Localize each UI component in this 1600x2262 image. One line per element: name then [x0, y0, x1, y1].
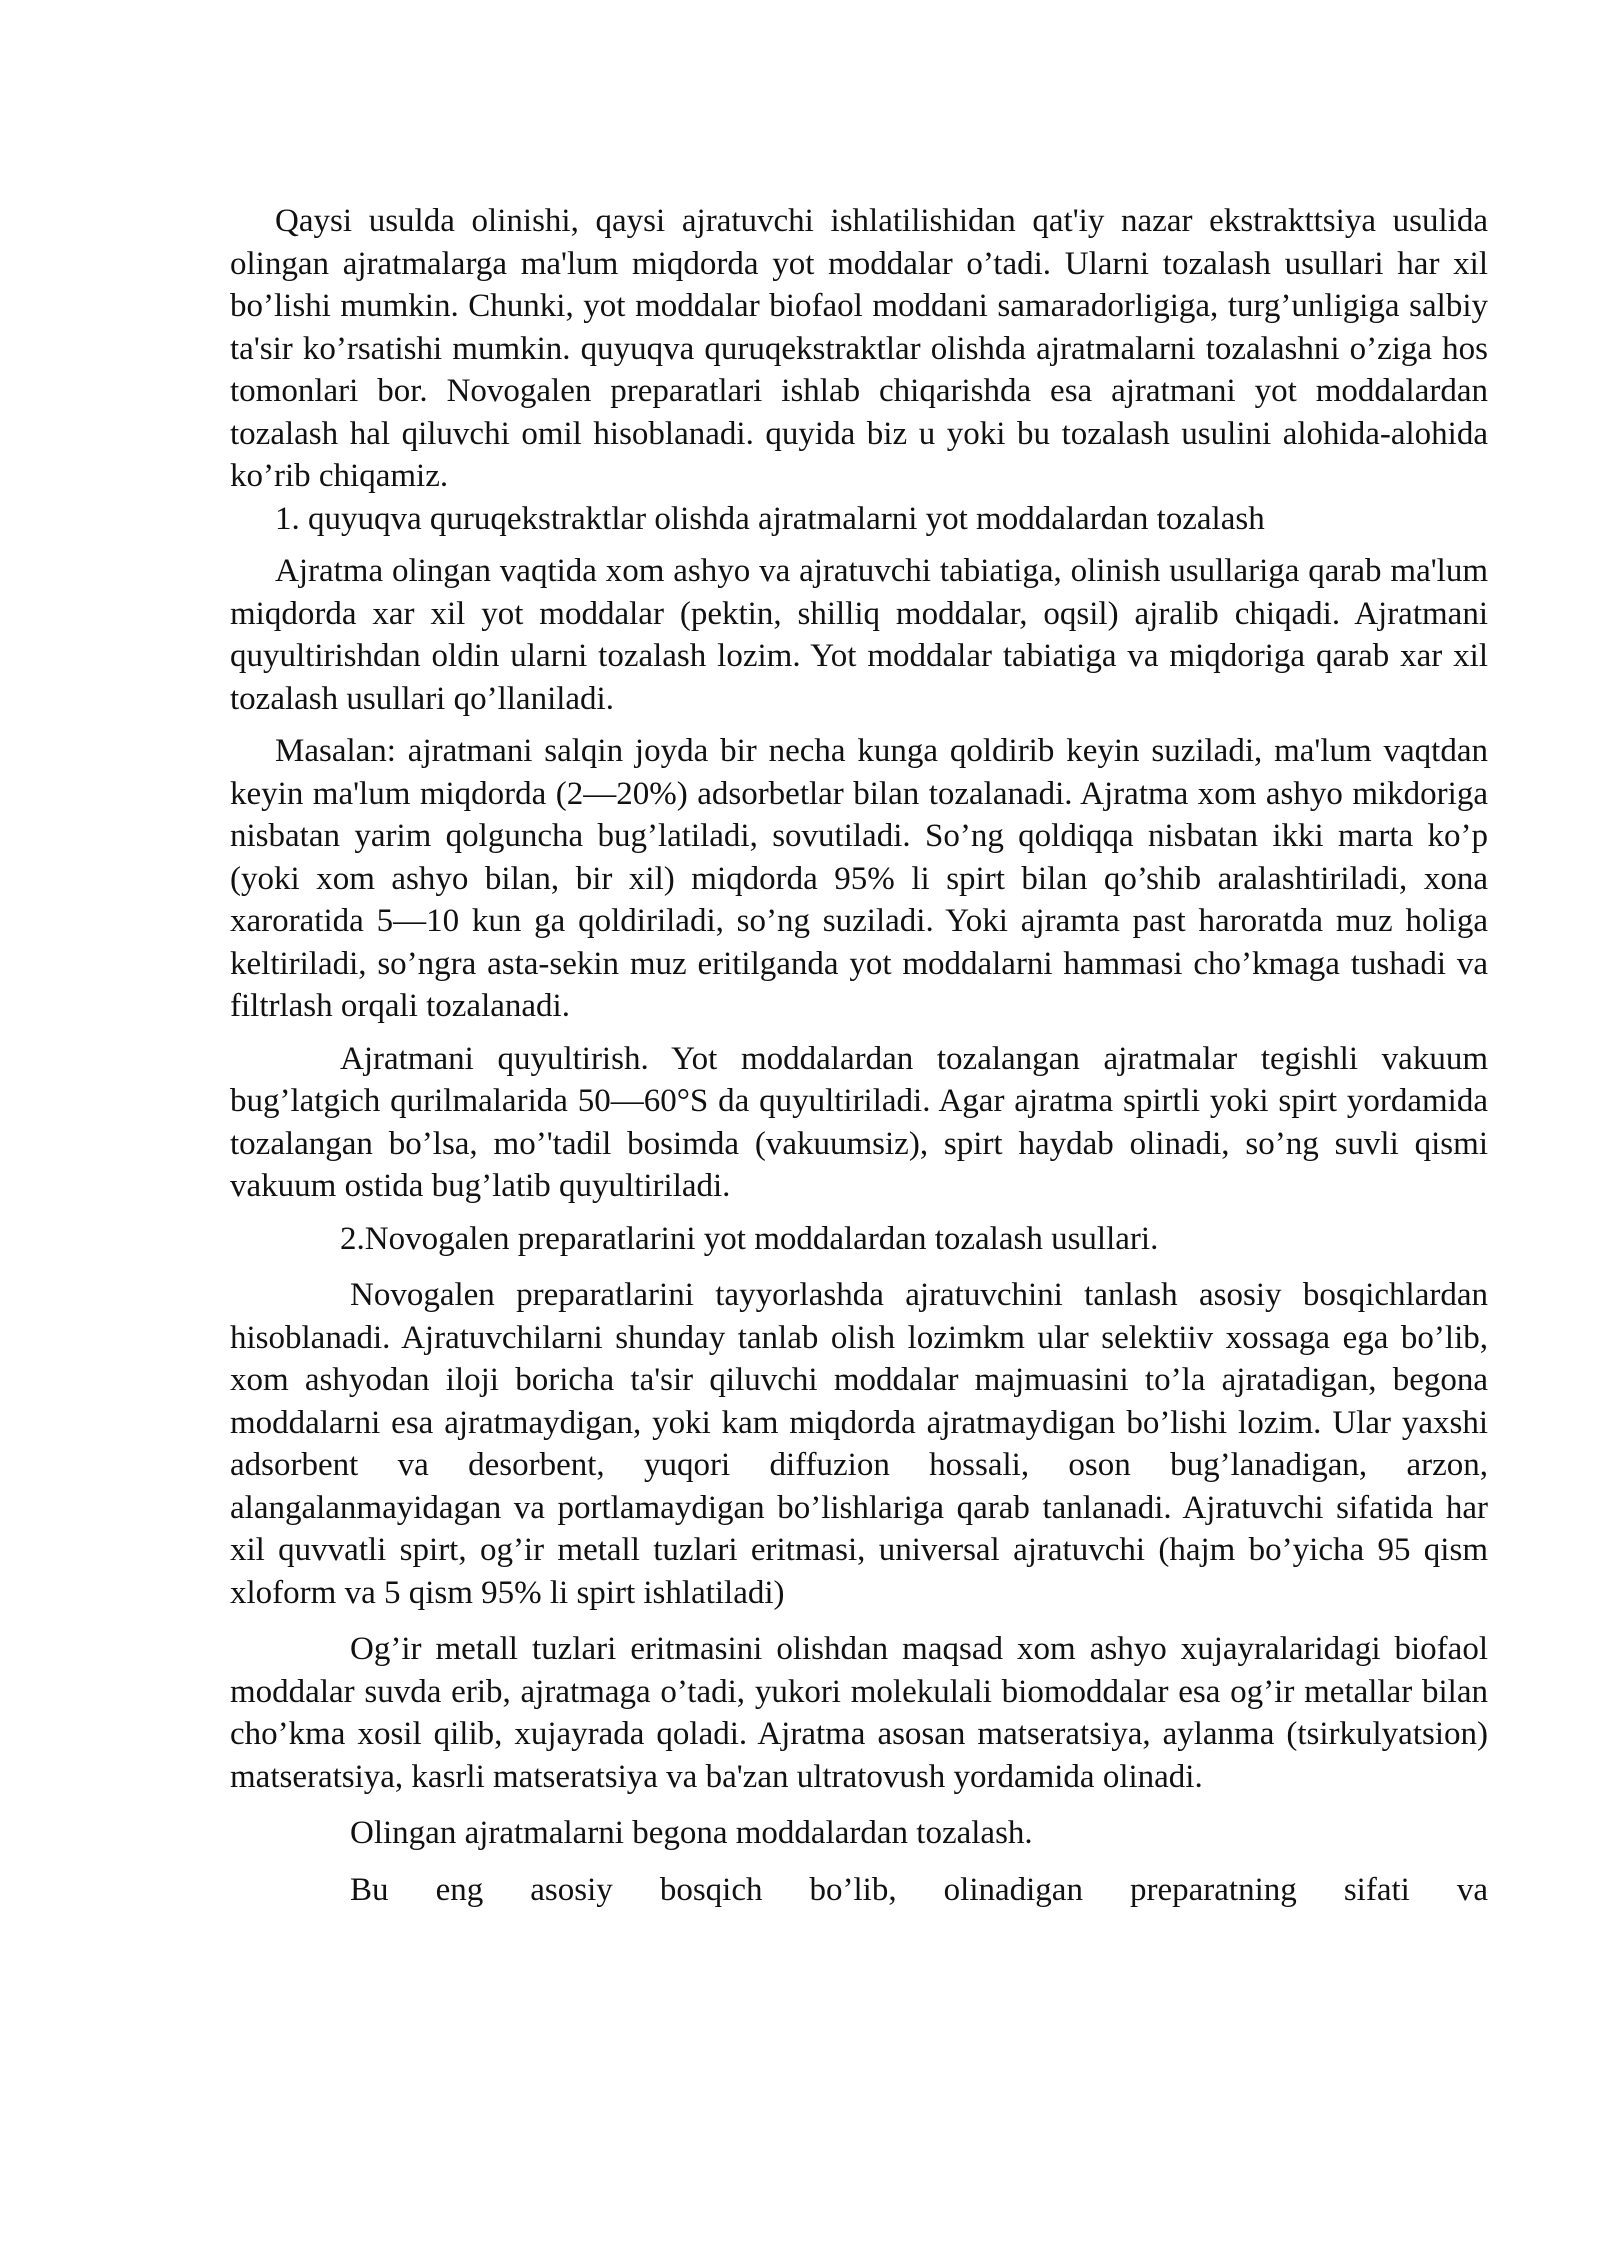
- paragraph-masalan: Masalan: ajratmani salqin joyda bir necha kunga qoldirib keyin suziladi, ma'lum vaqtdan keyin ma'lum miqdorda (2—20%) adsorbetlar bilan tozalanadi. Ajratma xom ashyo mikdoriga nisbatan yarim qolguncha bug’latiladi, sovutiladi. So’ng qoldiqqa nisbatan ikki marta ko’p (yoki xom ashyo bilan, bir xil) miqdorda 95% li spirt bilan qo’shib aralashtiriladi, xona xaroratida 5—10 kun ga qoldiriladi, so’ng suziladi. Yoki ajramta past haroratda muz holiga keltiriladi, so’ngra asta-sekin muz eritilganda yot moddalarni hammasi cho’kmaga tushadi va filtrlash orqali tozalanadi.: [230, 733, 1488, 1024]
- paragraph-novogalen: Novogalen preparatlarini tayyorlashda ajratuvchini tanlash asosiy bosqichlardan hisoblanadi. Ajratuvchilarni shunday tanlab olish lozimkm ular selektiiv xossaga ega bo’lib, xom ashyodan iloji boricha ta'sir qiluvchi moddalar majmuasini to’la ajratadigan, begona moddalarni esa ajratmaydigan, yoki kam miqdorda ajratmaydigan bo’lishi lozim. Ular yaxshi adsorbent va desorbent, yuqori diffuzion hossali, oson bug’lanadigan, arzon, alangalanmayidagan va portlamaydigan bo’lishlariga qarab tanlanadi. Ajratuvchi sifatida har xil quvvatli spirt, og’ir metall tuzlari eritmasi, universal ajratuvchi (hajm bo’yicha 95 qism xloform va 5 qism 95% li spirt ishlatiladi): [230, 1277, 1488, 1611]
- section-heading-2: 2.Novogalen preparatlarini yot moddalardan tozalash usullari.: [340, 1220, 1159, 1257]
- paragraph-ajratma: Ajratma olingan vaqtida xom ashyo va ajratuvchi tabiatiga, olinish usullariga qarab ma'lum miqdorda xar xil yot moddalar (pektin, shilliq moddalar, oqsil) ajralib chiqadi. Ajratmani quyultirishdan oldin ularni tozalash lozim. Yot moddalar tabiatiga va miqdoriga qarab xar xil tozalash usullari qo’llaniladi.: [230, 553, 1488, 717]
- paragraph-bu-eng-asosiy: Bu eng asosiy bosqich bo’lib, olinadigan preparatning sifati va: [350, 1871, 1488, 1908]
- section-heading-1: 1. quyuqva quruqekstraktlar olishda ajratmalarni yot moddalardan tozalash: [275, 500, 1265, 537]
- paragraph-intro: Qaysi usulda olinishi, qaysi ajratuvchi ishlatilishidan qat'iy nazar ekstrakttsiya usulida olingan ajratmalarga ma'lum miqdorda yot moddalar o’tadi. Ularni tozalash usullari har xil bo’lishi mumkin. Chunki, yot moddalar biofaol moddani samaradorligiga, turg’unligiga salbiy ta'sir ko’rsatishi mumkin. quyuqva quruqekstraktlar olishda ajratmalarni tozalashni o’ziga hos tomonlari bor. Novogalen preparatlari ishlab chiqarishda esa ajratmani yot moddalardan tozalash hal qiluvchi omil hisoblanadi. quyida biz u yoki bu tozalash usulini alohida-alohida ko’rib chiqamiz.: [230, 203, 1488, 494]
- paragraph-ogir-metall: Og’ir metall tuzlari eritmasini olishdan maqsad xom ashyo xujayralaridagi biofaol moddalar suvda erib, ajratmaga o’tadi, yukori molekulali biomoddalar esa og’ir metallar bilan cho’kma xosil qilib, xujayrada qoladi. Ajratma asosan matseratsiya, aylanma (tsirkulyatsion) matseratsiya, kasrli matseratsiya va ba'zan ultratovush yordamida olinadi.: [230, 1631, 1488, 1795]
- document-page: [230, 200, 1488, 1911]
- section-heading-3: Olingan ajratmalarni begona moddalardan tozalash.: [350, 1815, 1033, 1851]
- paragraph-quyultirish: Ajratmani quyultirish. Yot moddalardan tozalangan ajratmalar tegishli vakuum bug’latgich qurilmalarida 50—60°S da quyultiriladi. Agar ajratma spirtli yoki spirt yordamida tozalangan bo’lsa, mo’'tadil bosimda (vakuumsiz), spirt haydab olinadi, so’ng suvli qismi vakuum ostida bug’latib quyultiriladi.: [230, 1040, 1488, 1204]
